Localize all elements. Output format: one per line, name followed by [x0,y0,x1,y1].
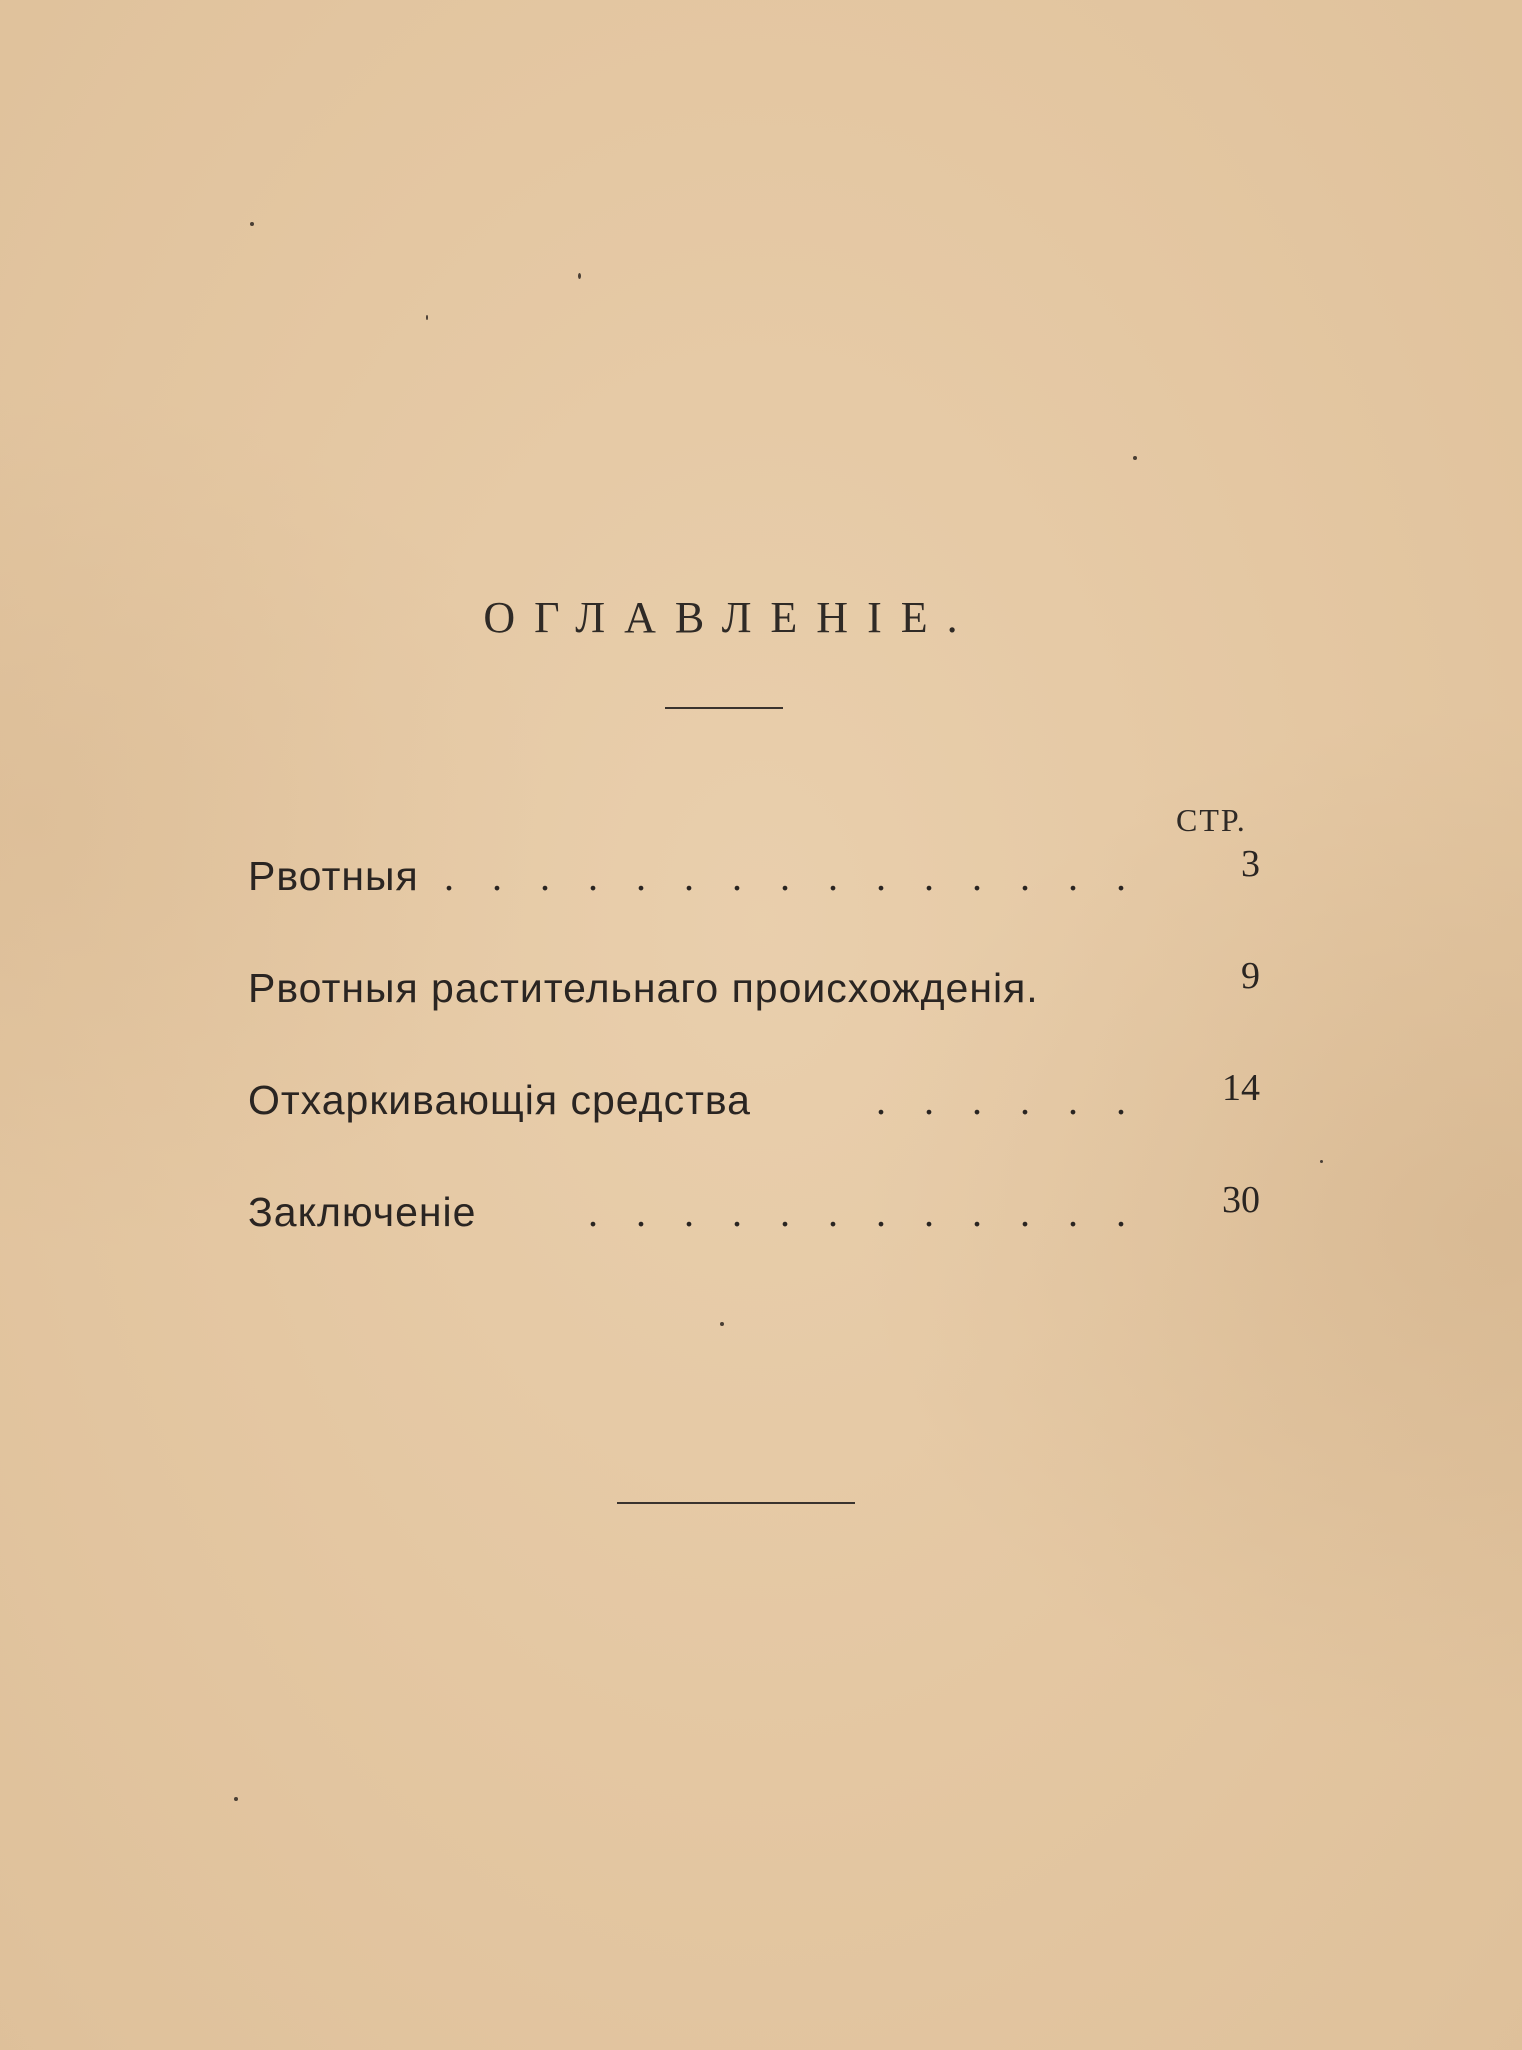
end-divider [617,1502,855,1504]
page-title: ОГЛАВЛЕНIЕ. [483,593,977,642]
toc-entry-title: Рвотныя [248,853,419,899]
paper-speck [578,273,581,279]
toc-leader-dots: . . . . . . . . . . . . . . . [444,854,1140,899]
paper-speck [1320,1160,1323,1163]
toc-page-number: 3 [1241,843,1260,885]
toc-page-number: 30 [1222,1179,1260,1221]
toc-entry-title: Рвотныя растительнаго происхожденiя. [248,965,1039,1011]
toc-entry [248,840,1268,900]
toc-entry [248,952,1268,1012]
toc-entry [248,1176,1268,1236]
paper-speck [720,1322,724,1326]
paper-speck [426,315,428,320]
page-column-label: СТР. [1176,802,1247,838]
toc-page-number: 14 [1222,1067,1260,1109]
toc-entry-title: Отхаркивающiя средства [248,1077,751,1123]
toc-page-number: 9 [1241,955,1260,997]
toc-entry-title: Заключенiе [248,1189,477,1235]
paper-speck [234,1797,238,1801]
title-divider [665,707,783,709]
toc-leader-dots: . . . . . . [876,1078,1140,1123]
paper-speck [1133,456,1137,460]
paper-speck [250,222,254,226]
toc-leader-dots: . . . . . . . . . . . . [588,1190,1140,1235]
toc-entry [248,1064,1268,1124]
